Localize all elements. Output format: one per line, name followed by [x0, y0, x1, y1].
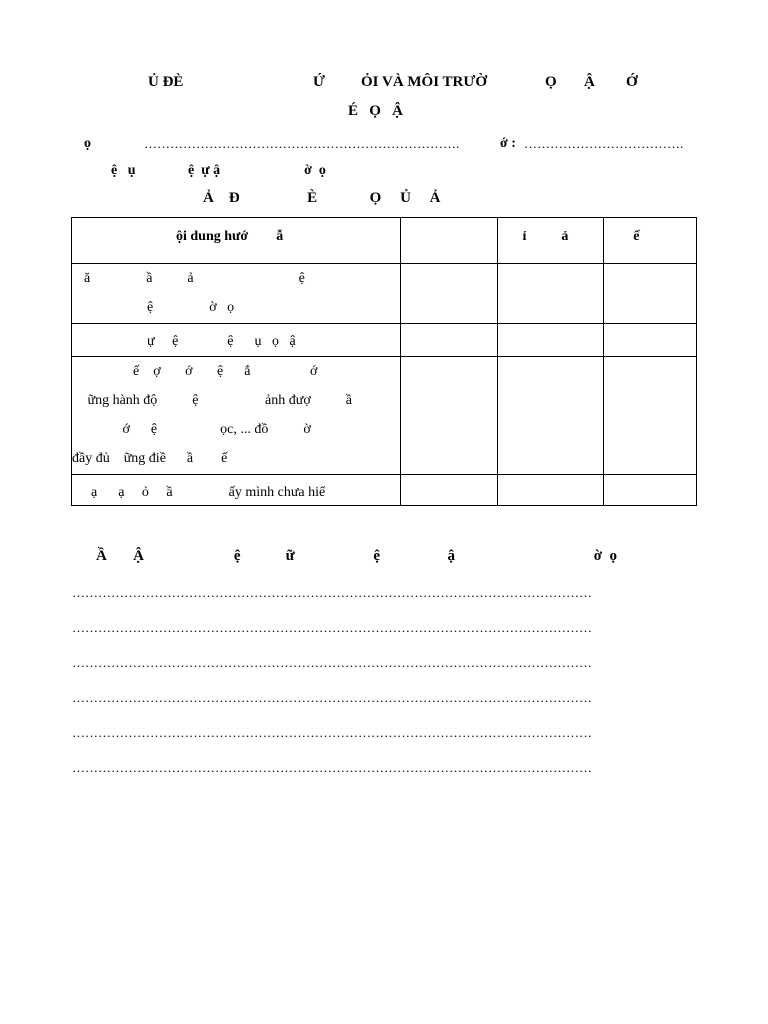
row-text: ững hành độ ệ ảnh đượ ầ: [84, 393, 352, 408]
notes-line[interactable]: …………………………………………………………………………………………………………: [72, 725, 592, 740]
notes-heading: Ầ Ậ ệ ữ ệ ậ ờ ọ: [96, 548, 618, 564]
notes-line[interactable]: …………………………………………………………………………………………………………: [72, 760, 592, 775]
table-row: [72, 264, 697, 324]
row-content: [72, 264, 401, 324]
title-part-f: Ớ: [626, 74, 638, 90]
row-cell[interactable]: [604, 264, 697, 324]
row-text: ự ệ ệ ụ ọ ậ: [84, 334, 296, 349]
row-content: [72, 324, 401, 357]
header-col3: [498, 218, 604, 264]
row-text: ế ợ ớ ệ ắ ớ: [84, 364, 318, 379]
info-line-2: ệ ụ ệ ự ậ ờ ọ: [111, 163, 326, 178]
notes-line[interactable]: …………………………………………………………………………………………………………: [72, 585, 592, 600]
name-field[interactable]: ……………………………………………………………….: [144, 136, 460, 151]
row-text: ă ầ ả ệ: [84, 271, 305, 286]
header-content: [72, 218, 401, 264]
table-row: [72, 324, 697, 357]
table-header-row: [72, 218, 697, 264]
notes-line[interactable]: …………………………………………………………………………………………………………: [72, 655, 592, 670]
row-cell[interactable]: [400, 475, 498, 506]
header-col3-label: ỉ ả: [522, 229, 569, 244]
row-text: đầy đủ ững điề ầ ế: [72, 451, 228, 466]
row-cell[interactable]: [400, 324, 498, 357]
row-text: ớ ệ ọc, ... đồ ờ: [84, 422, 311, 437]
title-part-d: Ọ: [545, 74, 557, 90]
row-cell[interactable]: [400, 264, 498, 324]
table-title: Ả Đ È Ọ Ủ Ả: [203, 190, 441, 206]
header-col4-label: ế: [633, 229, 640, 244]
class-label: ớ :: [500, 136, 516, 151]
notes-line[interactable]: …………………………………………………………………………………………………………: [72, 690, 592, 705]
header-content-label: ội dung hướ ẫ: [176, 229, 284, 244]
evaluation-table: [71, 217, 697, 506]
row-cell[interactable]: [498, 264, 604, 324]
class-field[interactable]: ……………………………….: [524, 136, 684, 151]
row-cell[interactable]: [400, 357, 498, 475]
table-row: [72, 475, 697, 506]
row-cell[interactable]: [498, 475, 604, 506]
row-cell[interactable]: [498, 357, 604, 475]
table-row: [72, 357, 697, 475]
row-cell[interactable]: [604, 324, 697, 357]
notes-line[interactable]: …………………………………………………………………………………………………………: [72, 620, 592, 635]
row-text: ệ ờ ọ: [84, 300, 235, 315]
title-line-2: É Ọ Ậ: [348, 103, 404, 119]
name-label: ọ: [84, 136, 91, 151]
row-text: ạ ạ ỏ ầ ấy mình chưa hiể: [84, 485, 326, 500]
row-cell[interactable]: [604, 475, 697, 506]
row-cell[interactable]: [498, 324, 604, 357]
row-content: [72, 357, 401, 475]
title-part-b: Ứ: [313, 74, 325, 90]
row-cell[interactable]: [604, 357, 697, 475]
row-content: [72, 475, 401, 506]
title-part-a: Ủ ĐÈ: [148, 74, 184, 90]
title-part-c: ỎI VÀ MÔI TRƯỜ: [361, 74, 487, 90]
title-part-e: Ậ: [584, 74, 595, 90]
